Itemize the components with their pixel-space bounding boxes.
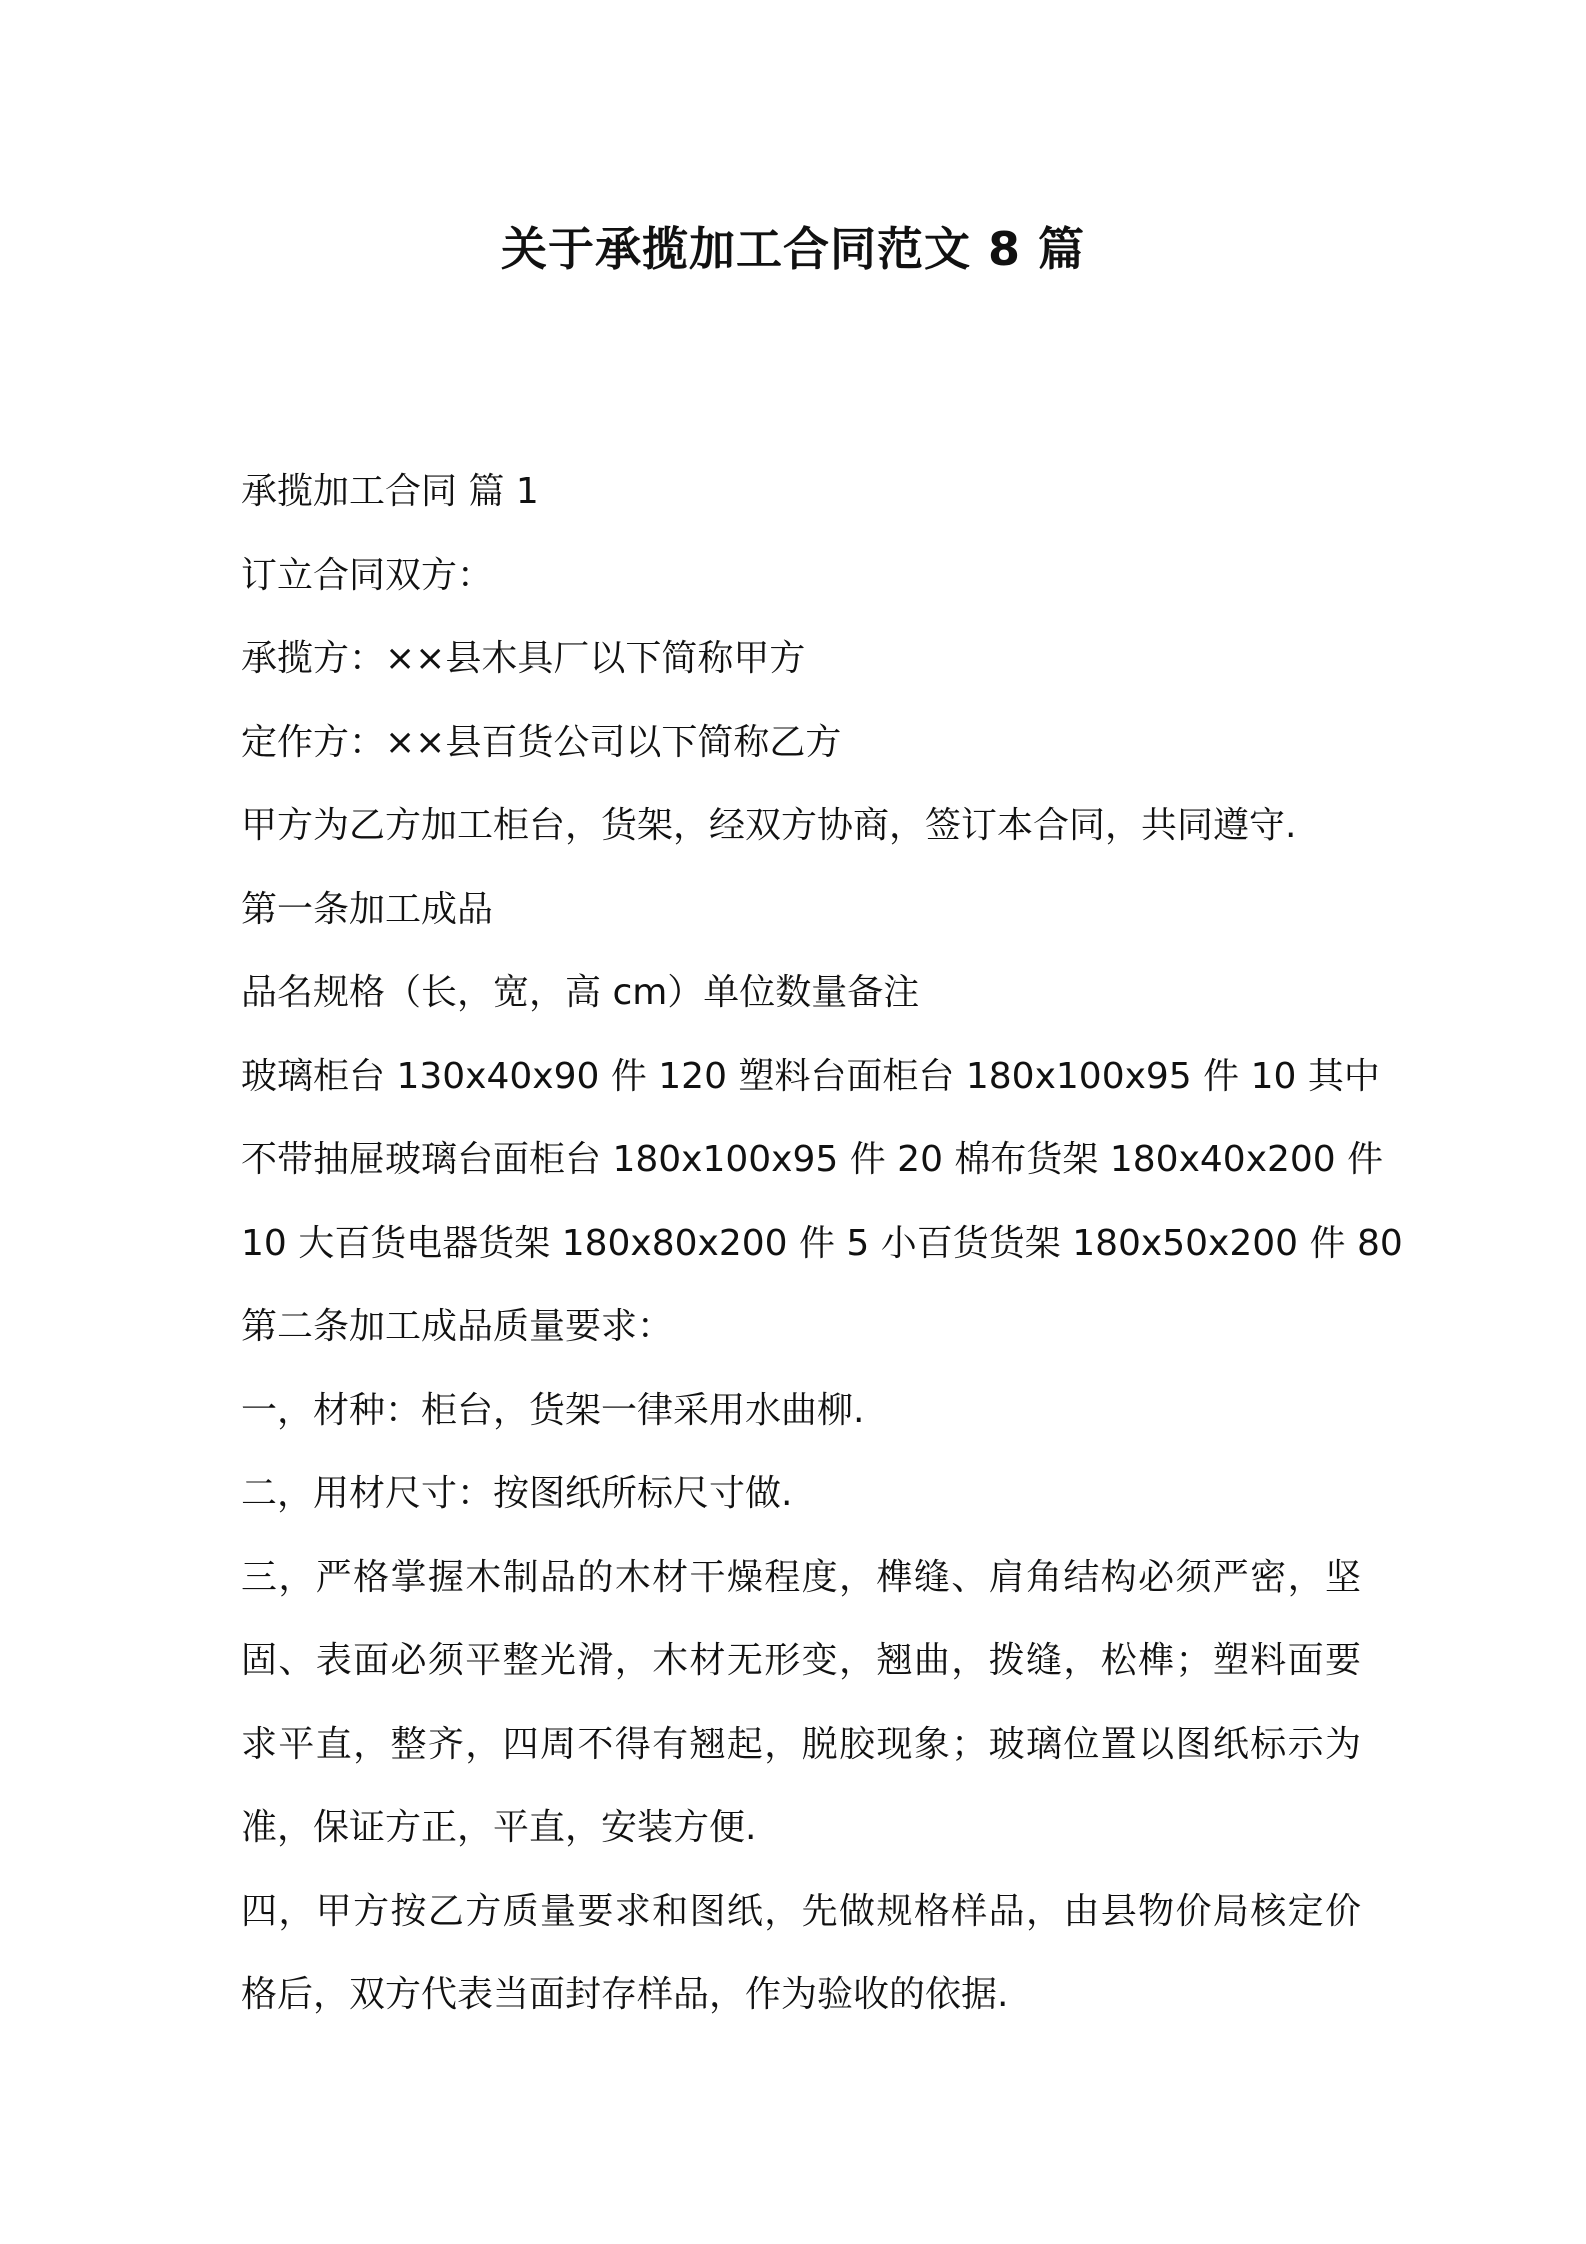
paragraph-line: 甲方为乙方加工柜台，货架，经双方协商，签订本合同，共同遵守. [241,805,1297,846]
paragraph-line: 准，保证方正，平直，安装方便. [241,1807,757,1848]
document-body [241,450,1403,2037]
paragraph-line: 第一条加工成品 [241,888,494,930]
paragraph-line: 订立合同双方： [241,554,494,596]
paragraph-line: 品名规格（长，宽，高 cm）单位数量备注 [241,972,920,1013]
paragraph-line: 求平直，整齐，四周不得有翘起，脱胶现象；玻璃位置以图纸标示为 [241,1723,1361,1765]
paragraph-line: 第二条加工成品质量要求： [241,1306,674,1347]
paragraph-line: 10 大百货电器货架 180x80x200 件 5 小百货货架 180x50x200 件 80 [241,1222,1403,1264]
paragraph-line: 二，用材尺寸：按图纸所标尺寸做. [241,1473,793,1514]
paragraph-line: 一，材种：柜台，货架一律采用水曲柳. [241,1389,865,1431]
paragraph-line: 定作方：××县百货公司以下简称乙方 [241,721,842,763]
paragraph-line: 玻璃柜台 130x40x90 件 120 塑料台面柜台 180x100x95 件 10 其中 [241,1055,1380,1097]
section-heading: 承揽加工合同 篇 1 [241,471,539,512]
paragraph-line: 四，甲方按乙方质量要求和图纸，先做规格样品，由县物价局核定价 [241,1890,1361,1932]
paragraph-line: 格后，双方代表当面封存样品，作为验收的依据. [241,1974,1009,2015]
paragraph-line: 固、表面必须平整光滑，木材无形变，翘曲，拨缝，松榫；塑料面要 [241,1640,1361,1681]
paragraph-line: 三，严格掌握木制品的木材干燥程度，榫缝、肩角结构必须严密，坚 [241,1556,1361,1598]
document-title: 关于承揽加工合同范文 8 篇 [500,222,1086,276]
paragraph-line: 不带抽屉玻璃台面柜台 180x100x95 件 20 棉布货架 180x40x200 件 [241,1139,1384,1180]
paragraph-line: 承揽方：××县木具厂以下简称甲方 [241,638,806,679]
